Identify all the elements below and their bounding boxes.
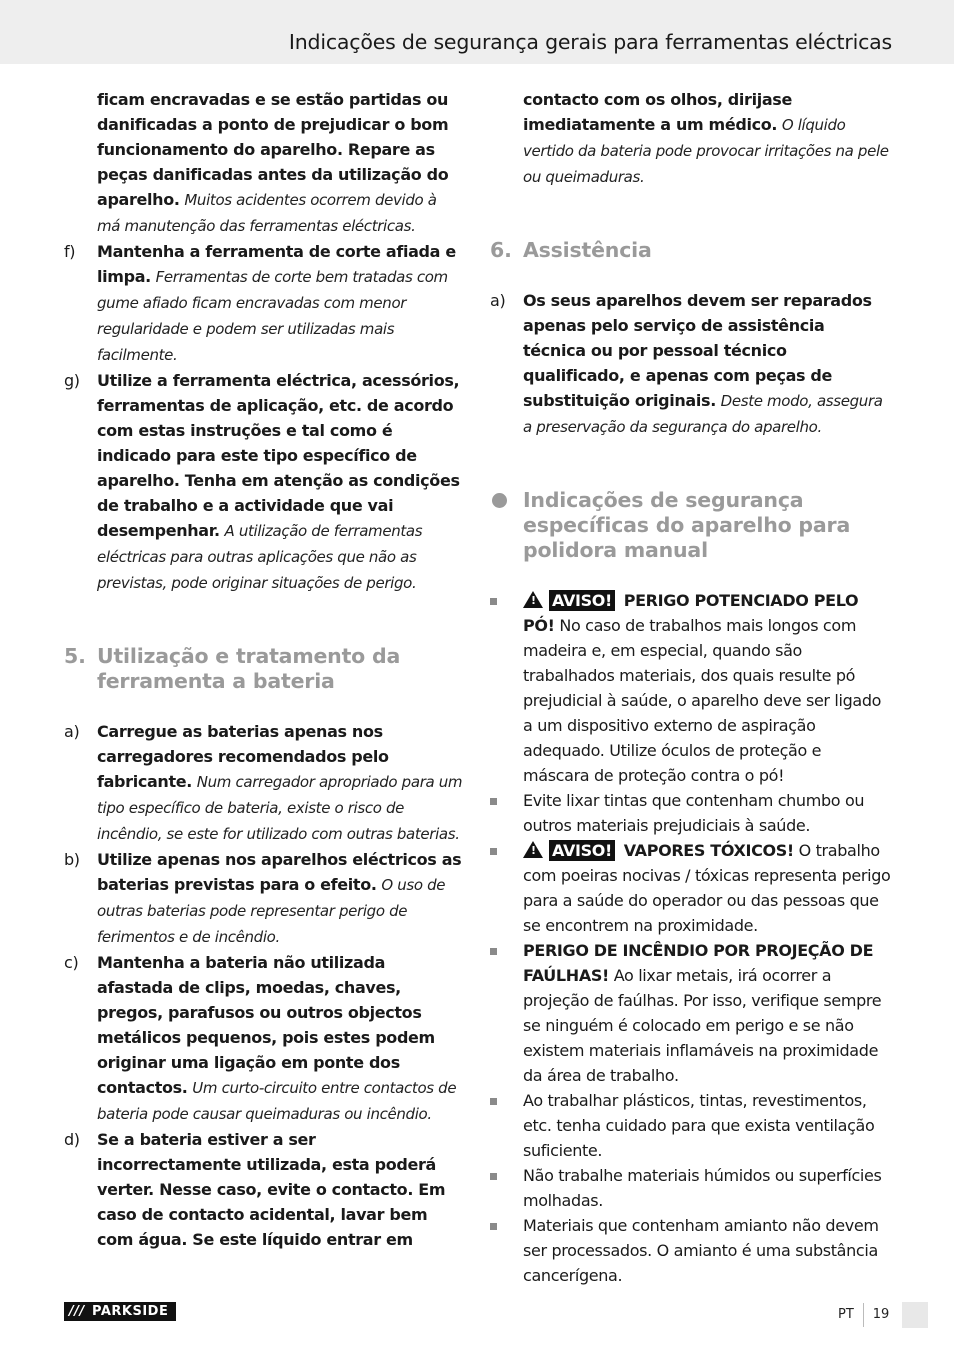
list-item-g (64, 368, 464, 596)
bullet-circle-icon (492, 493, 507, 508)
page-indicator (838, 1303, 889, 1327)
square-bullet-icon (490, 798, 497, 805)
item-label: c) (64, 953, 79, 972)
item-label: a) (490, 291, 506, 310)
item-italic-text: A utilização de ferramentas eléctricas para outras aplicações que não as previstas, pode originar situações de perigo. (97, 522, 423, 592)
item-italic-text: Um curto-circuito entre contactos de bateria pode causar queimaduras ou incêndio. (97, 1079, 457, 1123)
item-bold-text: ficam encravadas e se estão partidas ou danificadas a ponto de prejudicar o bom funcionamento do aparelho. Repare as peças danificadas antes da utilização do aparelho. (97, 90, 449, 209)
warning-triangle-icon (523, 841, 543, 858)
section-number: 6. (490, 238, 512, 262)
item-bold-text: VAPORES TÓXICOS! (623, 841, 794, 860)
item-bold-text: PERIGO DE INCÊNDIO POR PROJEÇÃO DE FAÚLHAS! (523, 941, 874, 985)
item-bold-text: Utilize apenas nos aparelhos eléctricos as baterias previstas para o efeito. (97, 850, 462, 894)
item-text: No caso de trabalhos mais longos com madeira e, em especial, quando são trabalhados materiais, dos quais resulte pó prejudicial à saúde, o aparelho deve ser ligado a um dispositivo externo de aspiração adequado. Utilize óculos de proteção e máscara de proteção contra o pó! (523, 616, 882, 785)
item-bold-text: Mantenha a bateria não utilizada afastada de clips, moedas, chaves, pregos, parafusos ou outros objectos metálicos pequenos, pois estes podem originar uma ligação em ponte dos contactos. (97, 953, 435, 1097)
warning-triangle-icon (523, 591, 543, 608)
item-bold-text: Mantenha a ferramenta de corte afiada e limpa. (97, 242, 456, 286)
section-heading-7 (490, 488, 892, 563)
page-number: 19 (872, 1307, 890, 1322)
square-bullet-icon (490, 1173, 497, 1180)
bullet-item-4 (490, 938, 892, 1088)
item-italic-text: Ferramentas de corte bem tratadas com gume afiado ficam encravadas com menor regularidade e podem ser utilizadas mais facilmente. (97, 268, 448, 364)
item-text: Materiais que contenham amianto não devem ser processados. O amianto é uma substância cancerígena. (523, 1216, 879, 1285)
section-title: Utilização e tratamento da ferramenta a bateria (97, 644, 401, 693)
section-heading-6 (490, 238, 892, 263)
bullet-item-3 (490, 838, 892, 938)
list-item-b (64, 847, 464, 950)
square-bullet-icon (490, 848, 497, 855)
list-item-d (64, 1127, 464, 1252)
bullet-item-6 (490, 1163, 892, 1213)
page-title: Indicações de segurança gerais para ferramentas eléctricas (288, 30, 892, 54)
right-column (490, 87, 892, 1288)
item-label: b) (64, 850, 80, 869)
item-bold-text: Os seus aparelhos devem ser reparados apenas pelo serviço de assistência técnica ou por pessoal técnico qualificado, e apenas com peças de substituição originais. (523, 291, 872, 410)
logo-stripes: /// (69, 1304, 85, 1319)
logo-text: PARKSIDE (92, 1304, 169, 1319)
item-bold-text: Utilize a ferramenta eléctrica, acessórios, ferramentas de aplicação, etc. de acordo com estas instruções e tal como é indicado para este tipo específico de aparelho. Tenha em atenção as condições de trabalho e a actividade que vai desempenhar. (97, 371, 460, 540)
left-column (64, 87, 464, 1252)
item-text: Evite lixar tintas que contenham chumbo ou outros materiais prejudiciais à saúde. (523, 791, 865, 835)
square-bullet-icon (490, 1098, 497, 1105)
item-bold-text: PERIGO POTENCIADO PELO PÓ! (523, 591, 859, 635)
parkside-logo (64, 1302, 176, 1321)
item-italic-text: Muitos acidentes ocorrem devido à má manutenção das ferramentas eléctricas. (97, 191, 437, 235)
warning-badge: AVISO! (549, 590, 615, 611)
item-bold-text: Carregue as baterias apenas nos carregadores recomendados pelo fabricante. (97, 722, 389, 791)
item-italic-text: O líquido vertido da bateria pode provocar irritações na pele ou queimaduras. (523, 116, 889, 186)
bullet-item-5 (490, 1088, 892, 1163)
square-bullet-icon (490, 948, 497, 955)
footer-divider (863, 1303, 864, 1327)
item-italic-text: O uso de outras baterias pode representar perigo de ferimentos e de incêndio. (97, 876, 446, 946)
section-number: 5. (64, 644, 86, 668)
item-italic-text: Num carregador apropriado para um tipo específico de bateria, existe o risco de incêndio, se este for utilizado com outras baterias. (97, 773, 463, 843)
item-bold-text: contacto com os olhos, dirijase imediatamente a um médico. (523, 90, 792, 134)
item-text: Não trabalhe materiais húmidos ou superfícies molhadas. (523, 1166, 882, 1210)
square-bullet-icon (490, 598, 497, 605)
list-item-a (64, 719, 464, 847)
warning-badge: AVISO! (549, 840, 615, 861)
bullet-item-7 (490, 1213, 892, 1288)
section-title: Indicações de segurança específicas do aparelho para polidora manual (523, 488, 851, 562)
item-bold-text: Se a bateria estiver a ser incorrectamente utilizada, esta poderá verter. Nesse caso, evite o contacto. Em caso de contacto acidental, lavar bem com água. Se este líquido entrar em (97, 1130, 446, 1249)
item-label: g) (64, 371, 80, 390)
list-item-f (64, 239, 464, 368)
item-text: Ao lixar metais, irá ocorrer a projeção de faúlhas. Por isso, verifique sempre se ninguém é colocado em perigo e se não existem materiais inflamáveis na proximidade da área de trabalho. (523, 966, 882, 1085)
footer-tab (902, 1302, 928, 1328)
item-label: d) (64, 1130, 80, 1149)
bullet-item-2 (490, 788, 892, 838)
item-text: O trabalho com poeiras nocivas / tóxicas representa perigo para a saúde do operador ou das pessoas que se encontrem na proximidade. (523, 841, 891, 935)
list-item-c (64, 950, 464, 1127)
item-text: Ao trabalhar plásticos, tintas, revestimentos, etc. tenha cuidado para que exista ventilação suficiente. (523, 1091, 875, 1160)
item-label: a) (64, 722, 80, 741)
language-code: PT (838, 1307, 854, 1322)
section-title: Assistência (523, 238, 652, 262)
list-item-a (490, 288, 892, 440)
bullet-item-1 (490, 588, 892, 788)
list-item-continuation (64, 87, 464, 239)
section-heading-5 (64, 644, 464, 694)
list-item-continuation (490, 87, 892, 190)
square-bullet-icon (490, 1223, 497, 1230)
item-label: f) (64, 242, 76, 261)
item-italic-text: Deste modo, assegura a preservação da segurança do aparelho. (523, 392, 883, 436)
